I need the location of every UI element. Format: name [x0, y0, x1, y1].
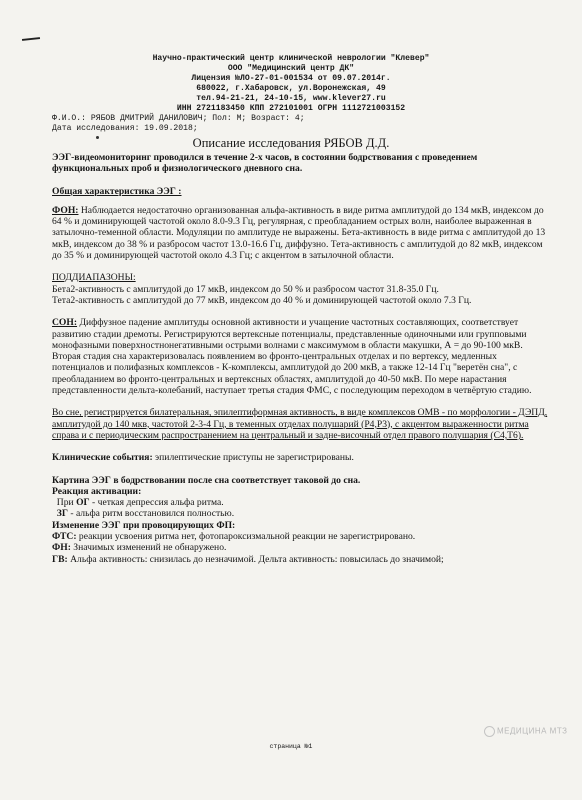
page-title: Описание исследования РЯБОВ Д.Д. — [192, 136, 390, 150]
patient-info — [52, 114, 532, 134]
general-heading: Общая характеристика ЭЭГ : — [52, 185, 182, 197]
watermark-logo-icon — [484, 726, 495, 737]
clinical-text: эпилептические приступы не зарегистрированы. — [152, 452, 354, 464]
fon-label: ФОН: — [52, 204, 79, 216]
og-label: ОГ — [76, 497, 90, 509]
scan-mark — [22, 37, 40, 41]
fts-label: ФТС: — [52, 531, 77, 543]
page-footer: страница №1 — [269, 743, 313, 750]
clinical-label: Клинические события: — [52, 452, 153, 464]
sleep-label: СОН: — [52, 317, 78, 329]
fon-paragraph — [52, 205, 550, 261]
org-subname: ООО "Медицинский центр ДК" — [227, 64, 355, 73]
exam-date: Дата исследования: 19.09.2018; — [52, 124, 198, 133]
gv-line — [52, 554, 550, 565]
patient-line: Ф.И.О.: РЯБОВ ДМИТРИЙ ДАНИЛОВИЧ; Пол: М; Возраст: 4; — [52, 114, 305, 123]
fn-text: Значимых изменений не обнаружено. — [70, 542, 227, 554]
watermark — [484, 726, 567, 737]
sleep-paragraph — [52, 317, 550, 396]
phones: тел.94-21-21, 24-10-15, www.klever27.ru — [196, 94, 386, 103]
fts-text: реакции усвоения ритма нет, фотопароксизмальной реакции не зарегистрировано. — [76, 531, 416, 543]
og-text: - четкая депрессия альфа ритма. — [89, 497, 224, 509]
org-name: Научно-практический центр клинической неврологии "Клевер" — [152, 54, 430, 63]
sleep-text: Диффузное падение амплитуды основной активности и учащение частотных составляющих, соответствует развитию стадии дремоты. Регистрируются вертексные потенциалы, представленные одиночными или групповыми монофазными поверхностнонегативными острыми волнами с максимумом в области макушки, А = до 90-100 мкВ. Вторая стадия сна характеризовалась появлением во фронто-центральных отделах и по вертексу, медленных потенциалов и полифазных комплексов - К-комплексы, амплитудой до 200 мкВ, а также 12-14 Гц "веретён сна", с преобладанием во фронто-центральных и вертексных областях, амплитудой до 40-50 мкВ. По мере нарастания представленности дельта-колебаний, наступает третья стадия ФМС, с последующим переходом в четвёртую стадию. — [52, 317, 532, 397]
og-line — [52, 497, 550, 508]
fts-line — [52, 531, 550, 542]
gv-text: Альфа активность: снизилась до незначимой. Дельта активность: повысилась до значимой; — [67, 553, 444, 565]
letterhead — [0, 54, 582, 114]
subranges-heading: ПОДДИАПАЗОНЫ: — [52, 272, 136, 284]
license: Лицензия №ЛО-27-01-001534 от 09.07.2014г. — [191, 74, 391, 83]
watermark-text: МЕДИЦИНА МТЗ — [497, 726, 568, 736]
intro-paragraph: ЭЭГ-видеомониторинг проводился в течение 2-х часов, в состоянии бодрствования с проведением функциональных проб и физиологического дневного сна. — [52, 152, 478, 175]
theta2-line: Тета2-активность с амплитудой до 77 мкВ, индексом до 40 % и доминирующей частотой около 7.3 Гц. — [52, 294, 472, 306]
registration-codes: ИНН 2721183450 КПП 272101001 ОГРН 1112721003152 — [176, 104, 406, 113]
wake-picture: Картина ЭЭГ в бодрствовании после сна соответствует таковой до сна. — [52, 474, 361, 486]
gv-label: ГВ: — [52, 553, 68, 565]
zg-label: ЗГ — [56, 508, 68, 520]
fn-label: ФН: — [52, 542, 71, 554]
zg-text: - альфа ритм восстановился полностью. — [67, 508, 235, 520]
zg-line — [52, 508, 550, 519]
reaction-heading: Реакция активации: — [52, 485, 142, 497]
og-prefix: При — [56, 497, 77, 509]
fon-text: Наблюдается недостаточно организованная альфа-активность в виде ритма амплитудой до 134 мкВ, индексом до 64 % и доминирующей частотой около 8.0-9.3 Гц, регулярная, с преобладанием острых волн, наиболее выраженная в затылочно-теменной области. Модуляции по амплитуде не выражены. Бета-активность в виде ритма с амплитудой до 13 мкВ, индексом до 38 % и разбросом частот 13.0-16.6 Гц, диффузно. Тета-активность с амплитудой до 82 мкВ, индексом до 35 % и доминирующей частотой около 4.3 Гц; с акцентом в затылочной области. — [52, 204, 546, 262]
address: 680022, г.Хабаровск, ул.Воронежская, 49 — [196, 84, 386, 93]
clinical-paragraph — [52, 452, 550, 463]
epileptiform-paragraph: Во сне, регистрируется билатеральная, эпилептиформная активность, в виде комплексов ОМВ - по морфологии - ДЭПД, амплитудой до 140 мкв, частотой 2-3-4 Гц, в теменных отделах полушарий (Р4,Р3), с акцентом выраженности ритма справа и с периодическим распространением на центральный и задне-височный отдел правого полушария (С4,Т6). — [52, 407, 548, 441]
report-body — [52, 152, 550, 565]
fn-line — [52, 542, 550, 553]
change-heading: Изменение ЭЭГ при провоцирующих ФП: — [52, 519, 236, 531]
beta2-line: Бета2-активность с амплитудой до 17 мкВ, индексом до 50 % и разбросом частот 31.8-35.0 Гц. — [52, 283, 439, 295]
